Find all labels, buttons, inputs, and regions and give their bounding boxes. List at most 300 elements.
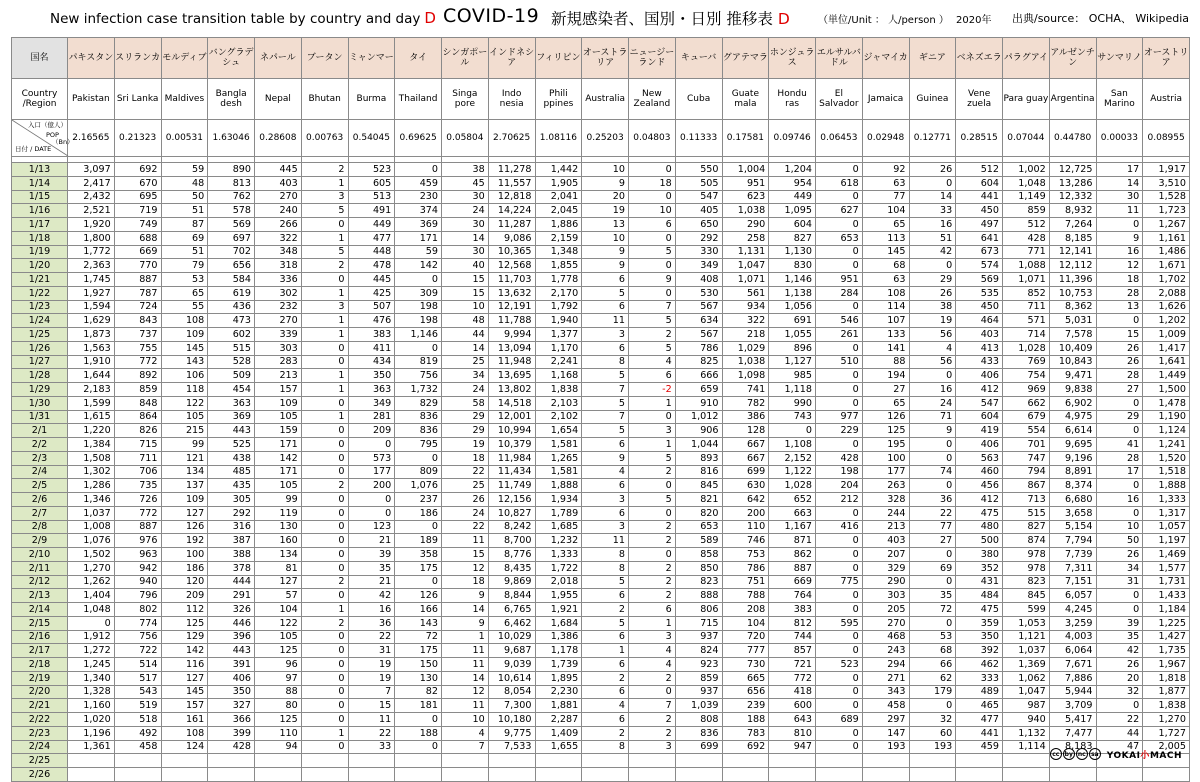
case-cell: 9 bbox=[582, 451, 629, 465]
case-cell: 6,902 bbox=[1049, 396, 1096, 410]
case-cell: 751 bbox=[722, 575, 769, 589]
case-cell: 0 bbox=[1096, 424, 1143, 438]
case-cell: 1,469 bbox=[1143, 548, 1190, 562]
case-cell: 171 bbox=[255, 465, 302, 479]
case-cell: 3,709 bbox=[1049, 699, 1096, 713]
case-cell: 2 bbox=[629, 561, 676, 575]
case-cell: 1 bbox=[301, 603, 348, 617]
case-cell: 60 bbox=[909, 726, 956, 740]
case-cell: 270 bbox=[862, 616, 909, 630]
case-cell: 10,379 bbox=[488, 438, 535, 452]
case-cell: 433 bbox=[956, 355, 1003, 369]
case-cell: 53 bbox=[909, 630, 956, 644]
case-cell: 6 bbox=[582, 589, 629, 603]
case-cell: 24 bbox=[442, 204, 489, 218]
case-cell: 38 bbox=[909, 300, 956, 314]
case-cell: 0 bbox=[68, 616, 115, 630]
case-cell: 546 bbox=[816, 314, 863, 328]
case-cell: 2 bbox=[301, 575, 348, 589]
case-cell: 350 bbox=[348, 369, 395, 383]
case-cell: 806 bbox=[675, 603, 722, 617]
case-cell: 406 bbox=[208, 671, 255, 685]
case-cell: 523 bbox=[816, 658, 863, 672]
case-cell: 1,792 bbox=[535, 300, 582, 314]
date-cell: 2/13 bbox=[12, 589, 68, 603]
corner-label: （Bn） bbox=[52, 138, 74, 146]
case-cell: 96 bbox=[255, 658, 302, 672]
case-cell: 0 bbox=[301, 699, 348, 713]
case-cell: 62 bbox=[909, 671, 956, 685]
case-cell: 1 bbox=[301, 286, 348, 300]
case-cell: 11,788 bbox=[488, 314, 535, 328]
brand-logo bbox=[1107, 748, 1182, 761]
case-cell: 68 bbox=[862, 259, 909, 273]
case-cell: 1,917 bbox=[1143, 163, 1190, 177]
case-cell: 369 bbox=[208, 410, 255, 424]
case-cell: 513 bbox=[348, 190, 395, 204]
case-cell: 0 bbox=[301, 341, 348, 355]
country-name-en: Sri Lanka bbox=[114, 79, 161, 120]
case-cell: 330 bbox=[675, 245, 722, 259]
case-cell: 1,739 bbox=[535, 658, 582, 672]
case-cell: 28 bbox=[1096, 286, 1143, 300]
case-cell: 108 bbox=[161, 726, 208, 740]
case-cell: 755 bbox=[114, 341, 161, 355]
case-cell: 150 bbox=[395, 658, 442, 672]
case-cell: 130 bbox=[395, 671, 442, 685]
case-cell: 507 bbox=[348, 300, 395, 314]
case-cell: 0 bbox=[301, 658, 348, 672]
case-cell: 6 bbox=[582, 438, 629, 452]
case-cell: 10,753 bbox=[1049, 286, 1096, 300]
case-cell bbox=[769, 754, 816, 768]
case-cell: 722 bbox=[114, 644, 161, 658]
date-cell: 2/1 bbox=[12, 424, 68, 438]
case-cell: 363 bbox=[208, 396, 255, 410]
case-cell: 0 bbox=[629, 259, 676, 273]
case-cell: 7,578 bbox=[1049, 328, 1096, 342]
case-cell: 762 bbox=[208, 190, 255, 204]
case-cell: 848 bbox=[114, 396, 161, 410]
case-cell: 416 bbox=[816, 520, 863, 534]
country-name-en: Hondu ras bbox=[769, 79, 816, 120]
case-cell: 18 bbox=[442, 451, 489, 465]
case-cell: 0 bbox=[301, 493, 348, 507]
case-cell: 16 bbox=[909, 218, 956, 232]
case-cell: 517 bbox=[114, 671, 161, 685]
case-cell: 809 bbox=[395, 465, 442, 479]
case-cell bbox=[255, 768, 302, 782]
case-cell: 114 bbox=[862, 300, 909, 314]
case-cell: 0 bbox=[301, 740, 348, 754]
case-cell: 189 bbox=[395, 534, 442, 548]
case-cell: 403 bbox=[255, 176, 302, 190]
case-cell: 890 bbox=[208, 163, 255, 177]
case-cell: 13 bbox=[1096, 300, 1143, 314]
date-cell: 1/18 bbox=[12, 231, 68, 245]
case-cell: 1,520 bbox=[1143, 451, 1190, 465]
case-cell: 569 bbox=[956, 273, 1003, 287]
case-cell: 14 bbox=[442, 231, 489, 245]
case-cell: 0 bbox=[395, 740, 442, 754]
case-cell: 26 bbox=[909, 163, 956, 177]
case-cell: 124 bbox=[161, 740, 208, 754]
population-value: 0.21323 bbox=[114, 120, 161, 157]
case-cell: 788 bbox=[722, 589, 769, 603]
case-cell: 667 bbox=[722, 451, 769, 465]
case-cell: 1,486 bbox=[1143, 245, 1190, 259]
case-cell: 604 bbox=[956, 176, 1003, 190]
date-cell: 1/16 bbox=[12, 204, 68, 218]
case-cell: 475 bbox=[956, 603, 1003, 617]
case-cell: 711 bbox=[114, 451, 161, 465]
case-cell: 0 bbox=[816, 589, 863, 603]
case-cell: 1,855 bbox=[535, 259, 582, 273]
case-cell bbox=[488, 768, 535, 782]
case-cell: 2 bbox=[582, 671, 629, 685]
case-cell: 1,581 bbox=[535, 465, 582, 479]
case-cell: 1,245 bbox=[68, 658, 115, 672]
table-row bbox=[12, 259, 1190, 273]
case-cell: 383 bbox=[769, 603, 816, 617]
year-note: 2020年 bbox=[956, 15, 992, 26]
case-cell: 9,994 bbox=[488, 328, 535, 342]
case-cell: 1,655 bbox=[535, 740, 582, 754]
case-cell: 441 bbox=[956, 726, 1003, 740]
case-cell: 5 bbox=[582, 396, 629, 410]
case-cell: 363 bbox=[348, 383, 395, 397]
case-cell: 821 bbox=[675, 493, 722, 507]
case-cell: 59 bbox=[161, 163, 208, 177]
case-cell: 24 bbox=[442, 383, 489, 397]
case-cell: 724 bbox=[114, 300, 161, 314]
case-cell: 359 bbox=[956, 616, 1003, 630]
case-cell: 1,346 bbox=[68, 493, 115, 507]
case-cell: 0 bbox=[301, 273, 348, 287]
case-cell: 7,886 bbox=[1049, 671, 1096, 685]
case-cell: 595 bbox=[816, 616, 863, 630]
brand-right: MACH bbox=[1149, 750, 1182, 761]
case-cell: 0 bbox=[301, 671, 348, 685]
case-cell: 476 bbox=[348, 314, 395, 328]
case-cell: 0 bbox=[629, 231, 676, 245]
case-cell: 771 bbox=[1003, 245, 1050, 259]
case-cell bbox=[395, 768, 442, 782]
case-cell: 198 bbox=[816, 465, 863, 479]
case-cell: 829 bbox=[395, 396, 442, 410]
case-cell: 81 bbox=[255, 561, 302, 575]
case-cell: 2 bbox=[629, 465, 676, 479]
case-cell: 0 bbox=[301, 630, 348, 644]
case-cell: 121 bbox=[161, 451, 208, 465]
population-value: 2.16565 bbox=[68, 120, 115, 157]
case-cell: 10 bbox=[629, 204, 676, 218]
case-cell: 348 bbox=[255, 245, 302, 259]
case-cell: 10 bbox=[1096, 520, 1143, 534]
unit-note: （単位/Unit ： 人/person ） bbox=[818, 15, 949, 26]
case-cell: 0 bbox=[301, 644, 348, 658]
date-cell: 2/4 bbox=[12, 465, 68, 479]
case-cell: 569 bbox=[208, 218, 255, 232]
case-cell: 16 bbox=[348, 603, 395, 617]
case-cell: 1,029 bbox=[722, 341, 769, 355]
case-cell: 1,044 bbox=[675, 438, 722, 452]
country-name-jp: グアテマラ bbox=[722, 38, 769, 79]
case-cell: 100 bbox=[862, 451, 909, 465]
case-cell: 525 bbox=[208, 438, 255, 452]
case-cell: 11,396 bbox=[1049, 273, 1096, 287]
case-cell: 9 bbox=[582, 176, 629, 190]
case-cell: 12 bbox=[1096, 259, 1143, 273]
case-cell: 14 bbox=[442, 671, 489, 685]
case-cell: 441 bbox=[956, 190, 1003, 204]
table-row bbox=[12, 603, 1190, 617]
case-cell: 444 bbox=[208, 575, 255, 589]
case-cell: 1,127 bbox=[769, 355, 816, 369]
case-cell: 383 bbox=[348, 328, 395, 342]
case-cell: 0 bbox=[909, 479, 956, 493]
country-name-en: Nepal bbox=[255, 79, 302, 120]
case-cell: 105 bbox=[255, 410, 302, 424]
case-cell bbox=[909, 768, 956, 782]
date-cell: 2/18 bbox=[12, 658, 68, 672]
case-cell: 634 bbox=[675, 314, 722, 328]
infection-table bbox=[11, 37, 1190, 782]
case-cell: 14,224 bbox=[488, 204, 535, 218]
population-value: 2.70625 bbox=[488, 120, 535, 157]
case-cell: 825 bbox=[675, 355, 722, 369]
case-cell: 358 bbox=[395, 548, 442, 562]
case-cell: 336 bbox=[255, 273, 302, 287]
case-cell: 10,180 bbox=[488, 713, 535, 727]
case-cell: 109 bbox=[161, 328, 208, 342]
date-cell: 1/13 bbox=[12, 163, 68, 177]
case-cell: 0 bbox=[816, 218, 863, 232]
case-cell: 0 bbox=[395, 451, 442, 465]
case-cell: 108 bbox=[161, 314, 208, 328]
case-cell: 366 bbox=[208, 713, 255, 727]
case-cell: 561 bbox=[722, 286, 769, 300]
table-row bbox=[12, 713, 1190, 727]
case-cell: 1,122 bbox=[769, 465, 816, 479]
case-cell: 969 bbox=[1003, 383, 1050, 397]
case-cell: 0 bbox=[1096, 603, 1143, 617]
case-cell: 1,039 bbox=[675, 699, 722, 713]
case-cell: 3,510 bbox=[1143, 176, 1190, 190]
case-cell: 978 bbox=[1003, 561, 1050, 575]
case-cell: 5,031 bbox=[1049, 314, 1096, 328]
case-cell: 79 bbox=[161, 259, 208, 273]
case-cell: 29 bbox=[909, 273, 956, 287]
case-cell: 0 bbox=[909, 451, 956, 465]
case-cell: 753 bbox=[722, 548, 769, 562]
case-cell: 0 bbox=[301, 534, 348, 548]
case-cell: 7,671 bbox=[1049, 658, 1096, 672]
case-cell: 1,563 bbox=[68, 341, 115, 355]
case-cell: 618 bbox=[816, 176, 863, 190]
case-cell bbox=[1049, 768, 1096, 782]
case-cell: 244 bbox=[862, 506, 909, 520]
case-cell: 48 bbox=[442, 314, 489, 328]
case-cell: 2 bbox=[301, 163, 348, 177]
case-cell: 923 bbox=[675, 658, 722, 672]
case-cell: 14 bbox=[442, 341, 489, 355]
case-cell: 888 bbox=[675, 589, 722, 603]
table-row bbox=[12, 410, 1190, 424]
case-cell: 1,098 bbox=[722, 369, 769, 383]
case-cell: 1,225 bbox=[1143, 616, 1190, 630]
case-cell: 0 bbox=[629, 410, 676, 424]
case-cell: 411 bbox=[348, 341, 395, 355]
case-cell: 1 bbox=[442, 630, 489, 644]
case-cell: 125 bbox=[161, 616, 208, 630]
case-cell: 662 bbox=[1003, 396, 1050, 410]
country-name-en: Guate mala bbox=[722, 79, 769, 120]
case-cell: 2,041 bbox=[535, 190, 582, 204]
case-cell: 6 bbox=[582, 658, 629, 672]
country-name-en: Para guay bbox=[1003, 79, 1050, 120]
case-cell: 12,568 bbox=[488, 259, 535, 273]
case-cell: 1,888 bbox=[1143, 479, 1190, 493]
case-cell: 741 bbox=[722, 383, 769, 397]
country-name-en: El Salvador bbox=[816, 79, 863, 120]
case-cell: 1,348 bbox=[535, 245, 582, 259]
case-cell: 6 bbox=[582, 479, 629, 493]
case-cell: 195 bbox=[862, 438, 909, 452]
cc-by-icon: by bbox=[1063, 748, 1075, 760]
case-cell: 126 bbox=[161, 520, 208, 534]
case-cell: 6 bbox=[582, 685, 629, 699]
case-cell: 535 bbox=[956, 286, 1003, 300]
case-cell: 99 bbox=[255, 493, 302, 507]
case-cell: 824 bbox=[675, 644, 722, 658]
case-cell: 0 bbox=[816, 630, 863, 644]
case-cell: 0 bbox=[816, 383, 863, 397]
case-cell: 567 bbox=[675, 300, 722, 314]
case-cell: 208 bbox=[722, 603, 769, 617]
case-cell: 2,241 bbox=[535, 355, 582, 369]
case-cell: 2 bbox=[629, 713, 676, 727]
case-cell: 795 bbox=[395, 438, 442, 452]
case-cell: 10 bbox=[442, 300, 489, 314]
case-cell: 744 bbox=[769, 630, 816, 644]
case-cell: 9,869 bbox=[488, 575, 535, 589]
cc-sa-icon: sa bbox=[1089, 748, 1101, 760]
case-cell: 0 bbox=[816, 369, 863, 383]
case-cell: 7 bbox=[629, 699, 676, 713]
case-cell: 8,242 bbox=[488, 520, 535, 534]
case-cell: 63 bbox=[862, 176, 909, 190]
case-cell: 126 bbox=[862, 410, 909, 424]
case-cell: 1,409 bbox=[535, 726, 582, 740]
case-cell: 0 bbox=[395, 341, 442, 355]
case-cell: 120 bbox=[161, 575, 208, 589]
case-cell: 2,045 bbox=[535, 204, 582, 218]
title-japanese-mark: D bbox=[777, 10, 790, 28]
case-cell: 104 bbox=[255, 603, 302, 617]
case-cell: 1,333 bbox=[535, 548, 582, 562]
case-cell: 769 bbox=[1003, 355, 1050, 369]
case-cell: 0 bbox=[816, 740, 863, 754]
case-cell: 465 bbox=[956, 699, 1003, 713]
case-cell: 213 bbox=[862, 520, 909, 534]
case-cell: 14 bbox=[909, 190, 956, 204]
table-row bbox=[12, 740, 1190, 754]
case-cell: 1,047 bbox=[722, 259, 769, 273]
country-name-en: Cuba bbox=[675, 79, 722, 120]
case-cell: 333 bbox=[956, 671, 1003, 685]
case-cell: 1,037 bbox=[68, 506, 115, 520]
cc-license-badge bbox=[1050, 748, 1101, 760]
case-cell: 239 bbox=[722, 699, 769, 713]
case-cell: 9,039 bbox=[488, 658, 535, 672]
population-value: 0.00033 bbox=[1096, 120, 1143, 157]
case-cell: 0 bbox=[816, 259, 863, 273]
case-cell: 18 bbox=[1096, 273, 1143, 287]
table-row bbox=[12, 575, 1190, 589]
population-value: 0.17581 bbox=[722, 120, 769, 157]
case-cell: 17 bbox=[1096, 465, 1143, 479]
case-cell: 8,435 bbox=[488, 561, 535, 575]
case-cell: 1 bbox=[301, 176, 348, 190]
country-name-en: Argentina bbox=[1049, 79, 1096, 120]
case-cell: 2,432 bbox=[68, 190, 115, 204]
case-cell: 1,800 bbox=[68, 231, 115, 245]
case-cell: 656 bbox=[722, 685, 769, 699]
case-cell: 31 bbox=[348, 644, 395, 658]
case-cell: 813 bbox=[208, 176, 255, 190]
case-cell: 794 bbox=[1003, 465, 1050, 479]
case-cell: 193 bbox=[909, 740, 956, 754]
case-cell: 1,009 bbox=[1143, 328, 1190, 342]
case-cell: 27 bbox=[1096, 383, 1143, 397]
case-cell: 125 bbox=[862, 424, 909, 438]
country-name-en: Singa pore bbox=[442, 79, 489, 120]
country-name-jp: キューバ bbox=[675, 38, 722, 79]
case-cell bbox=[161, 768, 208, 782]
case-cell: 0 bbox=[395, 520, 442, 534]
case-cell: 1,671 bbox=[1143, 259, 1190, 273]
case-cell: 65 bbox=[862, 396, 909, 410]
case-cell: 127 bbox=[161, 506, 208, 520]
case-cell: 659 bbox=[675, 383, 722, 397]
case-cell: 20 bbox=[582, 190, 629, 204]
case-cell: 1,702 bbox=[1143, 273, 1190, 287]
page-header bbox=[0, 0, 1200, 36]
date-cell: 1/21 bbox=[12, 273, 68, 287]
case-cell: 604 bbox=[956, 410, 1003, 424]
case-cell: 715 bbox=[675, 616, 722, 630]
date-cell: 1/24 bbox=[12, 314, 68, 328]
case-cell: 290 bbox=[722, 218, 769, 232]
case-cell: 4 bbox=[629, 355, 676, 369]
case-cell: 188 bbox=[395, 726, 442, 740]
case-cell: 21 bbox=[348, 534, 395, 548]
case-cell: 1,132 bbox=[1003, 726, 1050, 740]
title-japanese bbox=[551, 7, 790, 29]
case-cell: 830 bbox=[769, 259, 816, 273]
case-cell: 18 bbox=[442, 575, 489, 589]
case-cell bbox=[255, 754, 302, 768]
case-cell: 478 bbox=[348, 259, 395, 273]
case-cell: 7,264 bbox=[1049, 218, 1096, 232]
country-name-jp: インドネシア bbox=[488, 38, 535, 79]
case-cell: 1,196 bbox=[68, 726, 115, 740]
date-cell: 1/19 bbox=[12, 245, 68, 259]
case-cell: 266 bbox=[255, 218, 302, 232]
case-cell: 5 bbox=[582, 616, 629, 630]
case-cell: 44 bbox=[1096, 726, 1143, 740]
